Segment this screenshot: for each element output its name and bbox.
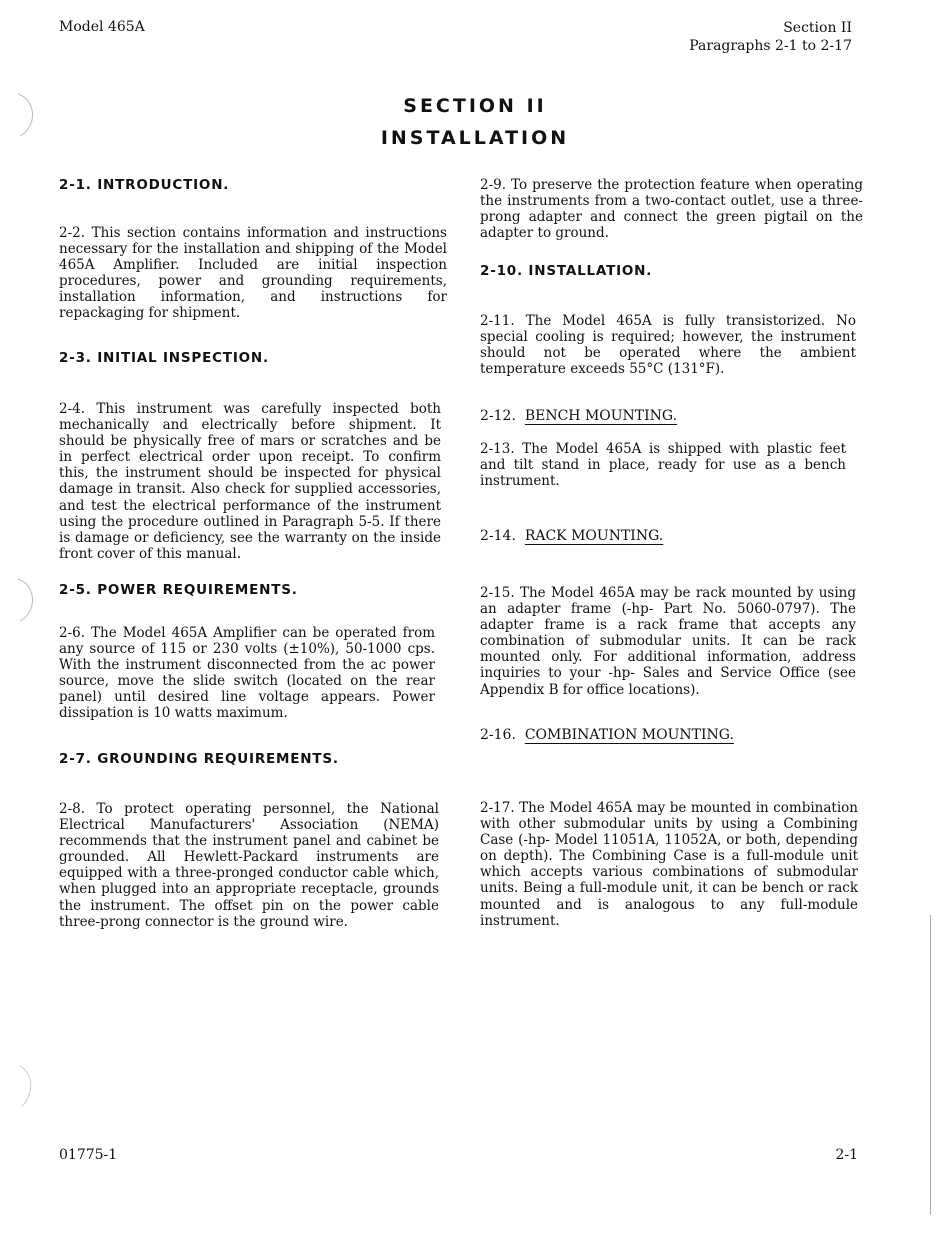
heading-text: RACK MOUNTING.: [524, 528, 664, 544]
binder-hole-mark-middle: [14, 575, 38, 625]
paragraph-2-13: 2-13. The Model 465A is shipped with plastic feet and tilt stand in place, ready for use as a bench instrument.: [480, 441, 846, 490]
paragraph-2-15: 2-15. The Model 465A may be rack mounted by using an adapter frame (-hp- Part No. 5060-0797). The adapter frame is a rack frame that accepts any combination of submodular units. It can be rack mounted only. For additional information, address inquiries to your -hp- Sales and Service Office (see Appendix B for office locations).: [480, 585, 856, 698]
heading-number: 2-12.: [480, 408, 516, 424]
heading-initial-inspection: 2-3. INITIAL INSPECTION.: [59, 350, 269, 366]
section-title: SECTION II: [403, 95, 547, 117]
page-edge-line: [930, 915, 931, 1215]
paragraph-2-4: 2-4. This instrument was carefully inspected both mechanically and electrically before shipment. It should be physically free of mars or scratches and be in perfect electrical order upon receipt. To confirm this, the instrument should be inspected for physical damage in transit. Also check for supplied accessories, and test the electrical performance of the instrument using the procedure outlined in Paragraph 5-5. If there is damage or deficiency, see the warranty on the inside front cover of this manual.: [59, 401, 441, 562]
paragraph-2-6: 2-6. The Model 465A Amplifier can be operated from any source of 115 or 230 volts (±10%), 50-1000 cps. With the instrument disconnected from the ac power source, move the slide switch (located on the rear panel) until desired line voltage appears. Power dissipation is 10 watts maximum.: [59, 625, 435, 722]
header-model: Model 465A: [59, 19, 145, 35]
heading-grounding-requirements: 2-7. GROUNDING REQUIREMENTS.: [59, 751, 339, 767]
section-subtitle: INSTALLATION: [380, 127, 570, 149]
heading-introduction: 2-1. INTRODUCTION.: [59, 177, 230, 193]
paragraph-2-8: 2-8. To protect operating personnel, the National Electrical Manufacturers' Association (NEMA) recommends that the instrument panel and cabinet be grounded. All Hewlett-Packard instruments are equipped with a three-pronged conductor cable which, when plugged into an appropriate receptacle, grounds the instrument. The offset pin on the power cable three-prong connector is the ground wire.: [59, 801, 439, 930]
heading-rack-mounting: [480, 528, 663, 544]
paragraph-2-9: 2-9. To preserve the protection feature when operating the instruments from a two-contact outlet, use a three-prong adapter and connect the green pigtail on the adapter to ground.: [480, 177, 863, 242]
footer-page-number: 2-1: [835, 1147, 858, 1163]
heading-power-requirements: 2-5. POWER REQUIREMENTS.: [59, 582, 298, 598]
header-paragraph-range: Paragraphs 2-1 to 2-17: [689, 38, 852, 54]
paragraph-2-17: 2-17. The Model 465A may be mounted in combination with other submodular units by using a Combining Case (-hp- Model 11051A, 11052A, or both, depending on depth). The Combining Case is a full-module unit which accepts various combinations of submodular units. Being a full-module unit, it can be bench or rack mounted and is analogous to any full-module instrument.: [480, 800, 858, 929]
heading-number: 2-16.: [480, 727, 516, 743]
footer-document-number: 01775-1: [59, 1147, 118, 1163]
heading-bench-mounting: [480, 408, 677, 424]
header-section-label: Section II: [783, 20, 852, 36]
paragraph-2-2: 2-2. This section contains information and instructions necessary for the installation and shipping of the Model 465A Amplifier. Included are initial inspection procedures, power and grounding requirements, installation information, and instructions for repackaging for shipment.: [59, 225, 447, 322]
paragraph-2-11: 2-11. The Model 465A is fully transistorized. No special cooling is required; however, the instrument should not be operated where the ambient temperature exceeds 55°C (131°F).: [480, 313, 856, 378]
heading-text: COMBINATION MOUNTING.: [524, 727, 734, 743]
heading-installation: 2-10. INSTALLATION.: [480, 263, 653, 279]
heading-combination-mounting: [480, 727, 734, 743]
header-section: [689, 19, 852, 55]
binder-hole-mark-bottom: [14, 1062, 38, 1112]
heading-text: BENCH MOUNTING.: [524, 408, 678, 424]
heading-number: 2-14.: [480, 528, 516, 544]
